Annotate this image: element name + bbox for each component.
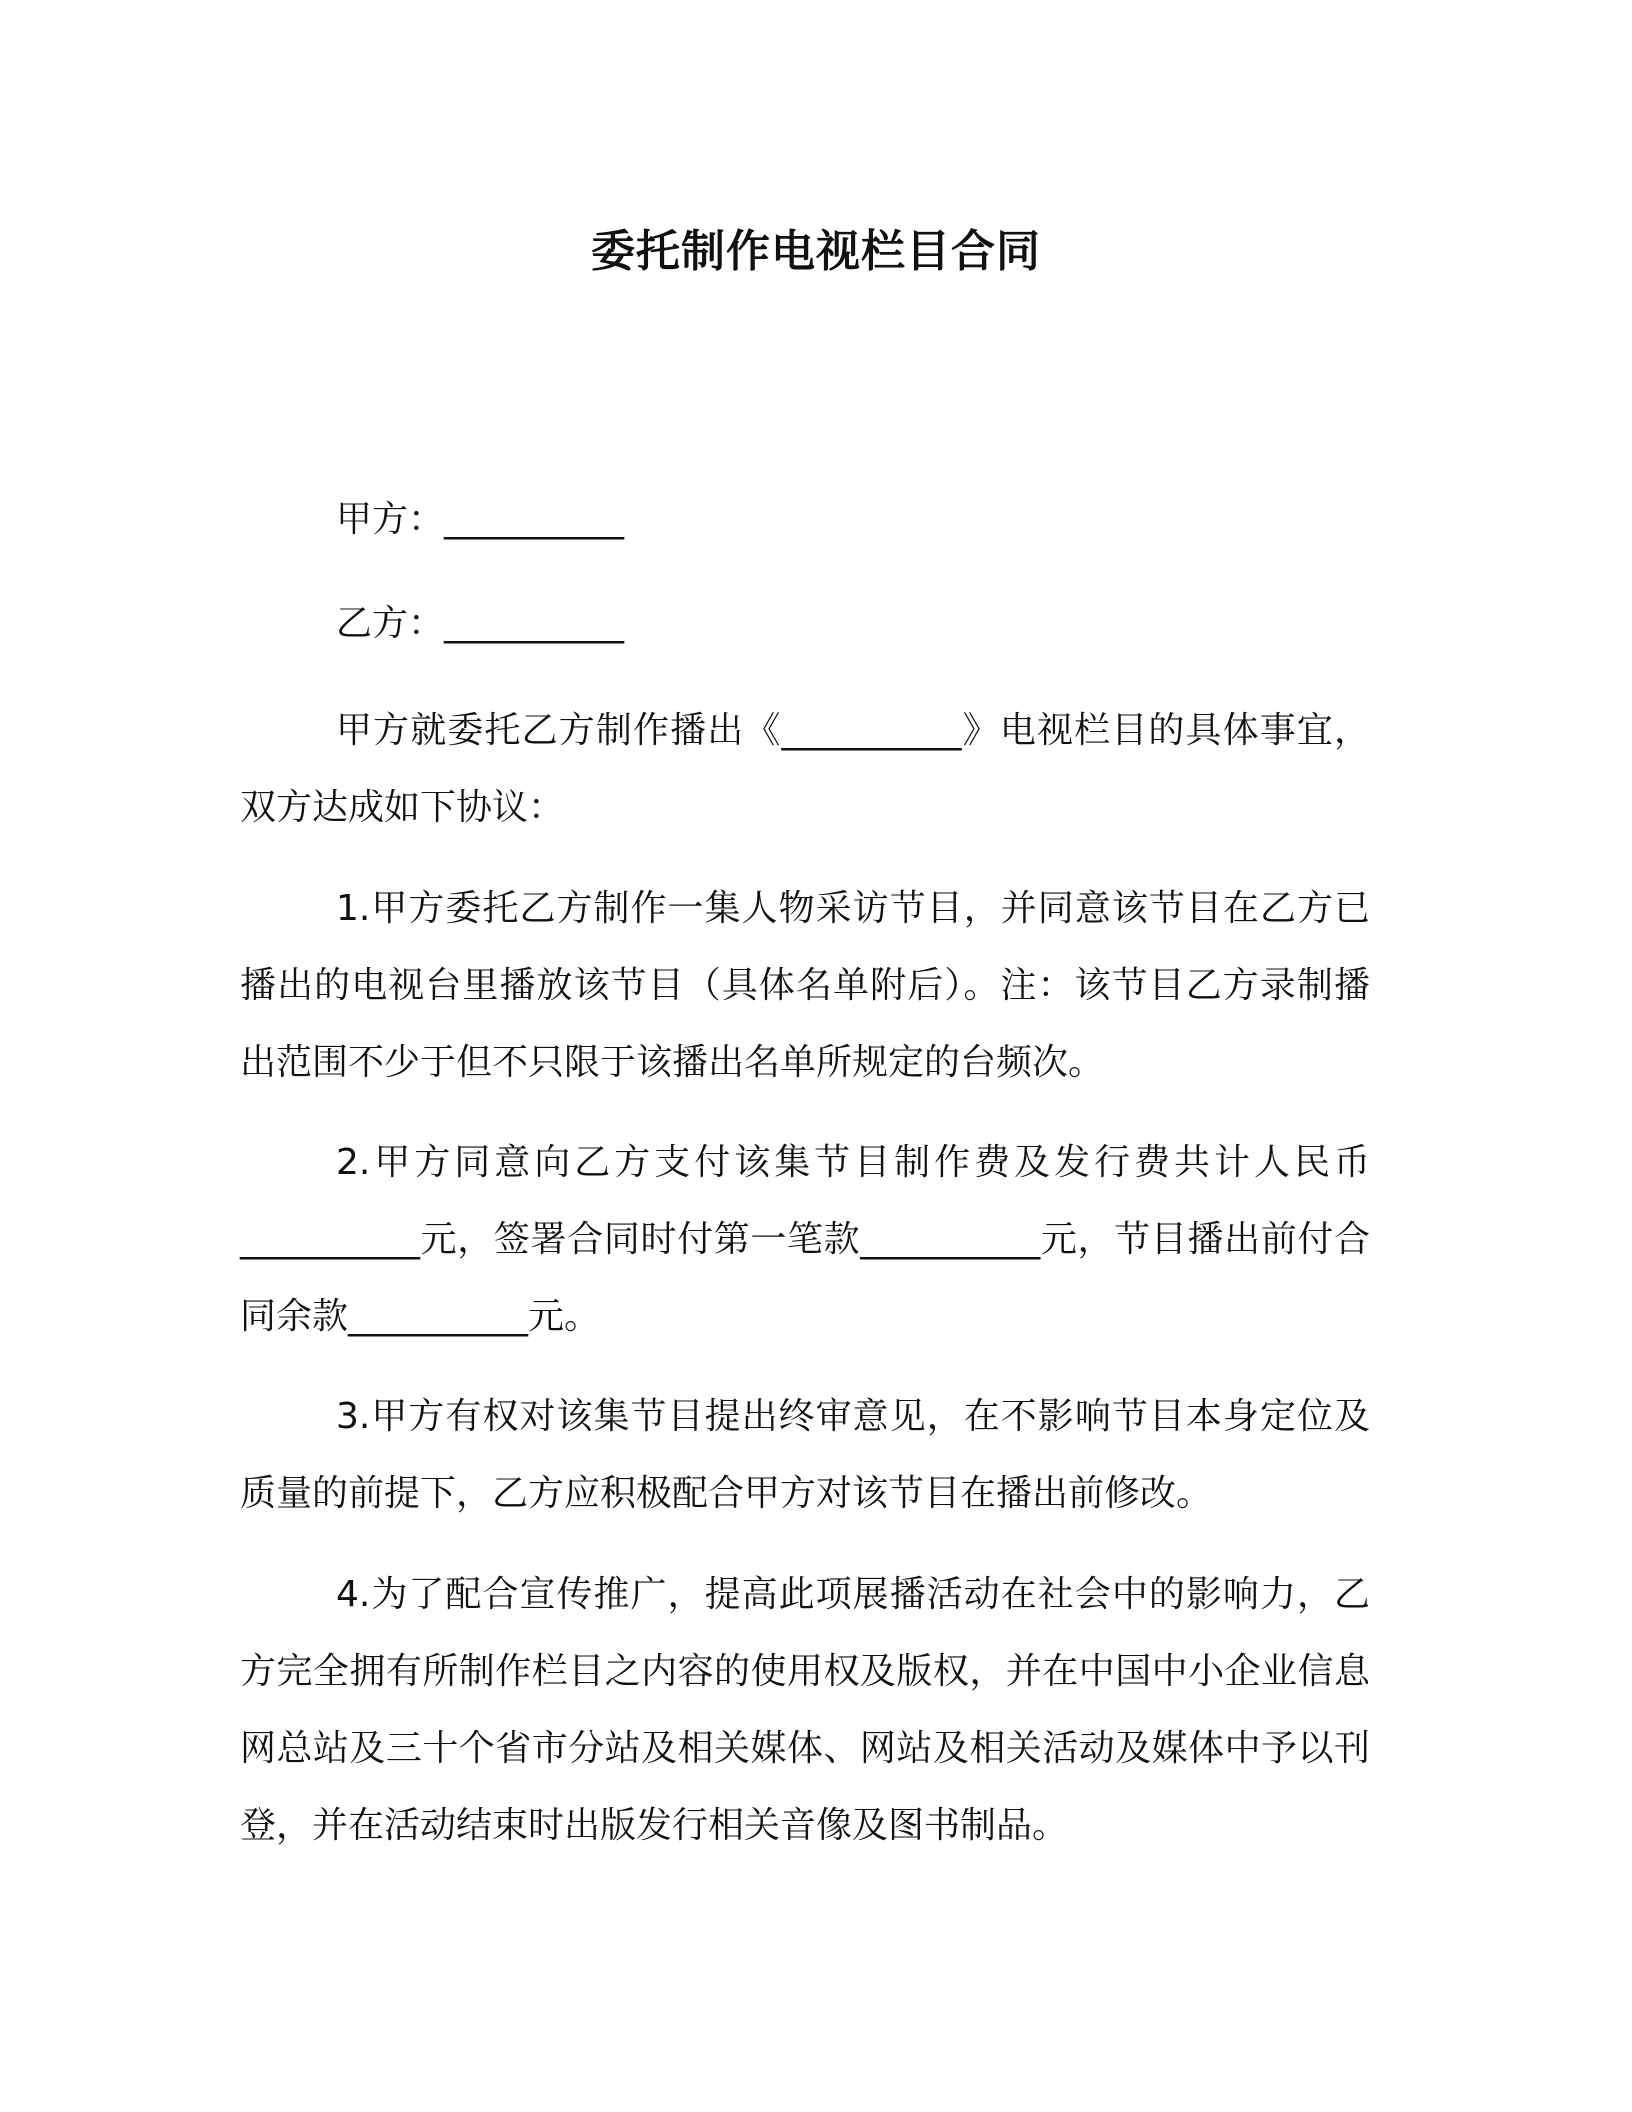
party-a-line: 甲方：__________: [336, 499, 625, 540]
clause-2: 2.甲方同意向乙方支付该集节目制作费及发行费共计人民币__________元，签署合同时付第一笔款__________元，节目播出前付合同余款__________元。: [240, 1142, 1370, 1337]
clause-4: 4.为了配合宣传推广，提高此项展播活动在社会中的影响力，乙方完全拥有所制作栏目之内容的使用权及版权，并在中国中小企业信息网总站及三十个省市分站及相关媒体、网站及相关活动及媒体中予以刊登，并在活动结束时出版发行相关音像及图书制品。: [240, 1574, 1370, 1846]
clause-1: 1.甲方委托乙方制作一集人物采访节目，并同意该节目在乙方已播出的电视台里播放该节目（具体名单附后）。注：该节目乙方录制播出范围不少于但不只限于该播出名单所规定的台频次。: [240, 888, 1370, 1083]
intro-paragraph: 甲方就委托乙方制作播出《__________》电视栏目的具体事宜，双方达成如下协议：: [240, 710, 1370, 828]
party-b-line: 乙方：__________: [336, 603, 625, 644]
clause-3: 3.甲方有权对该集节目提出终审意见，在不影响节目本身定位及质量的前提下，乙方应积极配合甲方对该节目在播出前修改。: [240, 1396, 1370, 1514]
document-title: 委托制作电视栏目合同: [591, 226, 1041, 277]
